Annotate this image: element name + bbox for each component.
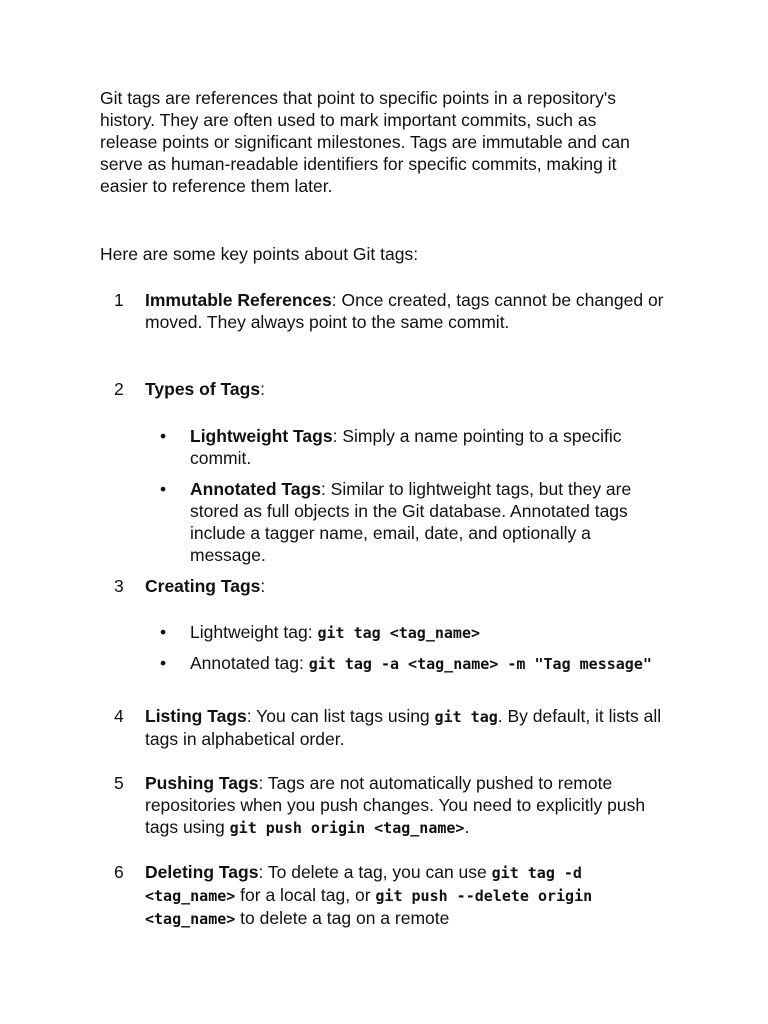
item-title: Creating Tags (145, 576, 261, 596)
item-text: : (260, 379, 265, 399)
sub-item-text: : Similar to lightweight tags, but they are stored as full objects in the Git database. Annotated tags include a tagger name, email, date, and optionally a message. (190, 479, 632, 565)
item-text: : Once created, tags cannot be changed or moved. They always point to the same commit. (145, 290, 664, 332)
bullet: • (160, 479, 167, 499)
sub-item-text: : Simply a name pointing to a specific commit. (190, 426, 622, 468)
intro-paragraph: Git tags are references that point to specific points in a repository's history. They are often used to mark important commits, such as release points or significant milestones. Tags are immutable and can serve as human-readable identifiers for specific commits, making it easier to reference them later. (100, 88, 630, 196)
sub-item-title: Lightweight Tags (190, 426, 333, 446)
list-item-deleting-tags (100, 861, 680, 930)
list-number: 5 (114, 773, 124, 793)
item-text: for a local tag, or (235, 885, 376, 905)
bullet: • (160, 653, 167, 673)
sub-item-annotated-tag-command (145, 652, 652, 675)
item-title: Pushing Tags (145, 773, 259, 793)
item-text: : (260, 576, 266, 596)
lead-paragraph: Here are some key points about Git tags: (100, 244, 419, 264)
code-snippet: git push origin <tag_name> (229, 819, 465, 837)
item-text: . By default, it lists all tags in alphabetical order. (145, 706, 662, 749)
item-title: Listing Tags (145, 706, 247, 726)
sub-item-annotated-tags (145, 478, 635, 566)
code-snippet: git tag -d <tag_name> (145, 864, 582, 905)
list-number: 3 (114, 576, 124, 596)
list-item-types-of-tags (100, 378, 680, 400)
item-text: : Tags are not automatically pushed to remote repositories when you push changes. You need to explicitly push tags using (145, 773, 646, 837)
code-snippet: git push --delete origin <tag_name> (145, 887, 593, 928)
list-number: 2 (114, 379, 124, 399)
bullet: • (160, 426, 167, 446)
list-item-immutable-references (100, 289, 680, 333)
item-title: Types of Tags (145, 379, 261, 399)
bullet: • (160, 622, 167, 642)
item-title: Immutable References (145, 290, 332, 310)
code-snippet: git tag (434, 708, 498, 726)
list-number: 1 (114, 290, 124, 310)
item-text: to delete a tag on a remote (235, 908, 450, 928)
sub-item-lightweight-tags (145, 425, 635, 469)
item-text: : To delete a tag, you can use (258, 862, 492, 882)
sub-item-title: Annotated Tags (190, 479, 321, 499)
list-item-pushing-tags (100, 772, 680, 839)
sub-item-label: Lightweight tag: (190, 622, 318, 642)
item-text: . (464, 817, 470, 837)
item-title: Deleting Tags (145, 862, 259, 882)
list-number: 4 (114, 706, 124, 726)
sub-item-label: Annotated tag: (190, 653, 309, 673)
list-item-listing-tags (100, 705, 680, 750)
list-number: 6 (114, 862, 124, 882)
list-item-creating-tags (100, 575, 680, 597)
sub-item-lightweight-tag-command (145, 621, 635, 644)
code-snippet: git tag <tag_name> (317, 624, 481, 642)
item-text: : You can list tags using (246, 706, 435, 726)
code-snippet: git tag -a <tag_name> -m "Tag message" (308, 655, 652, 673)
